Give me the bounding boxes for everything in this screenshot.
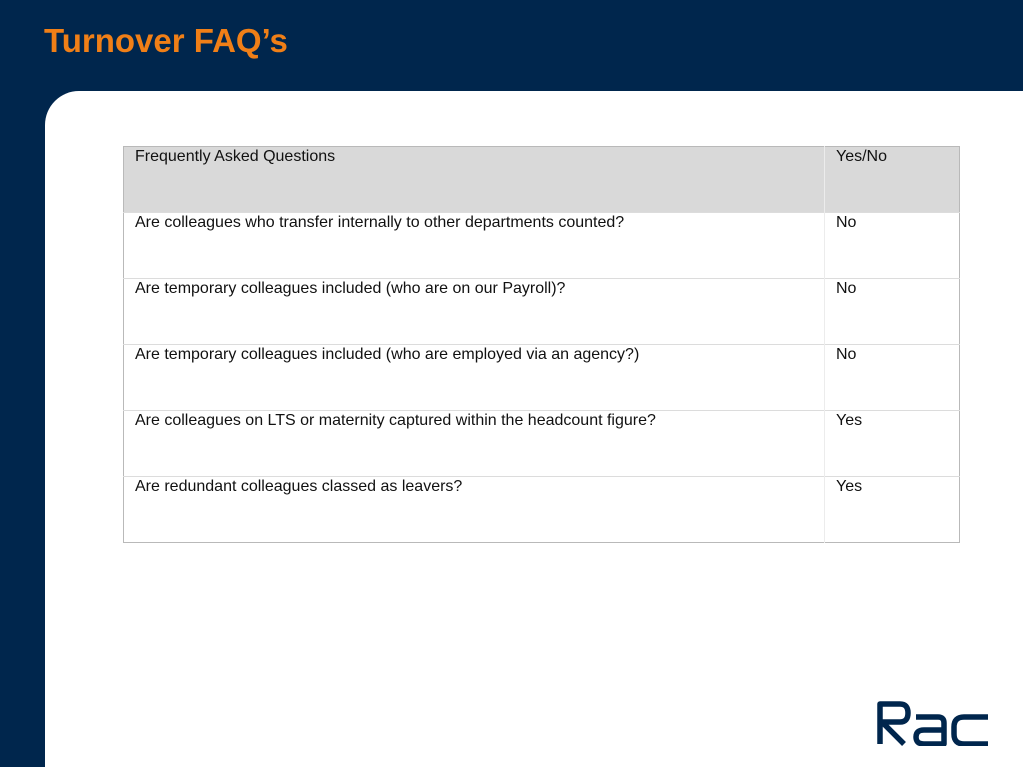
answer-cell: Yes [825, 477, 960, 543]
question-cell: Are redundant colleagues classed as leavers? [124, 477, 825, 543]
slide-title: Turnover FAQ’s [44, 22, 288, 59]
table-row [124, 477, 960, 543]
header-yes-no: Yes/No [825, 147, 960, 213]
question-cell: Are colleagues on LTS or maternity captured within the headcount figure? [124, 411, 825, 477]
table-row [124, 411, 960, 477]
answer-cell: No [825, 345, 960, 411]
rac-logo [874, 700, 992, 746]
question-cell: Are temporary colleagues included (who are employed via an agency?) [124, 345, 825, 411]
rac-logo-mark [874, 700, 992, 746]
table-row [124, 345, 960, 411]
question-cell: Are temporary colleagues included (who are on our Payroll)? [124, 279, 825, 345]
answer-cell: Yes [825, 411, 960, 477]
header-questions: Frequently Asked Questions [124, 147, 825, 213]
table-row [124, 279, 960, 345]
table-row [124, 213, 960, 279]
faq-table [123, 146, 960, 543]
question-cell: Are colleagues who transfer internally to other departments counted? [124, 213, 825, 279]
table-header-row [124, 147, 960, 213]
answer-cell: No [825, 213, 960, 279]
answer-cell: No [825, 279, 960, 345]
